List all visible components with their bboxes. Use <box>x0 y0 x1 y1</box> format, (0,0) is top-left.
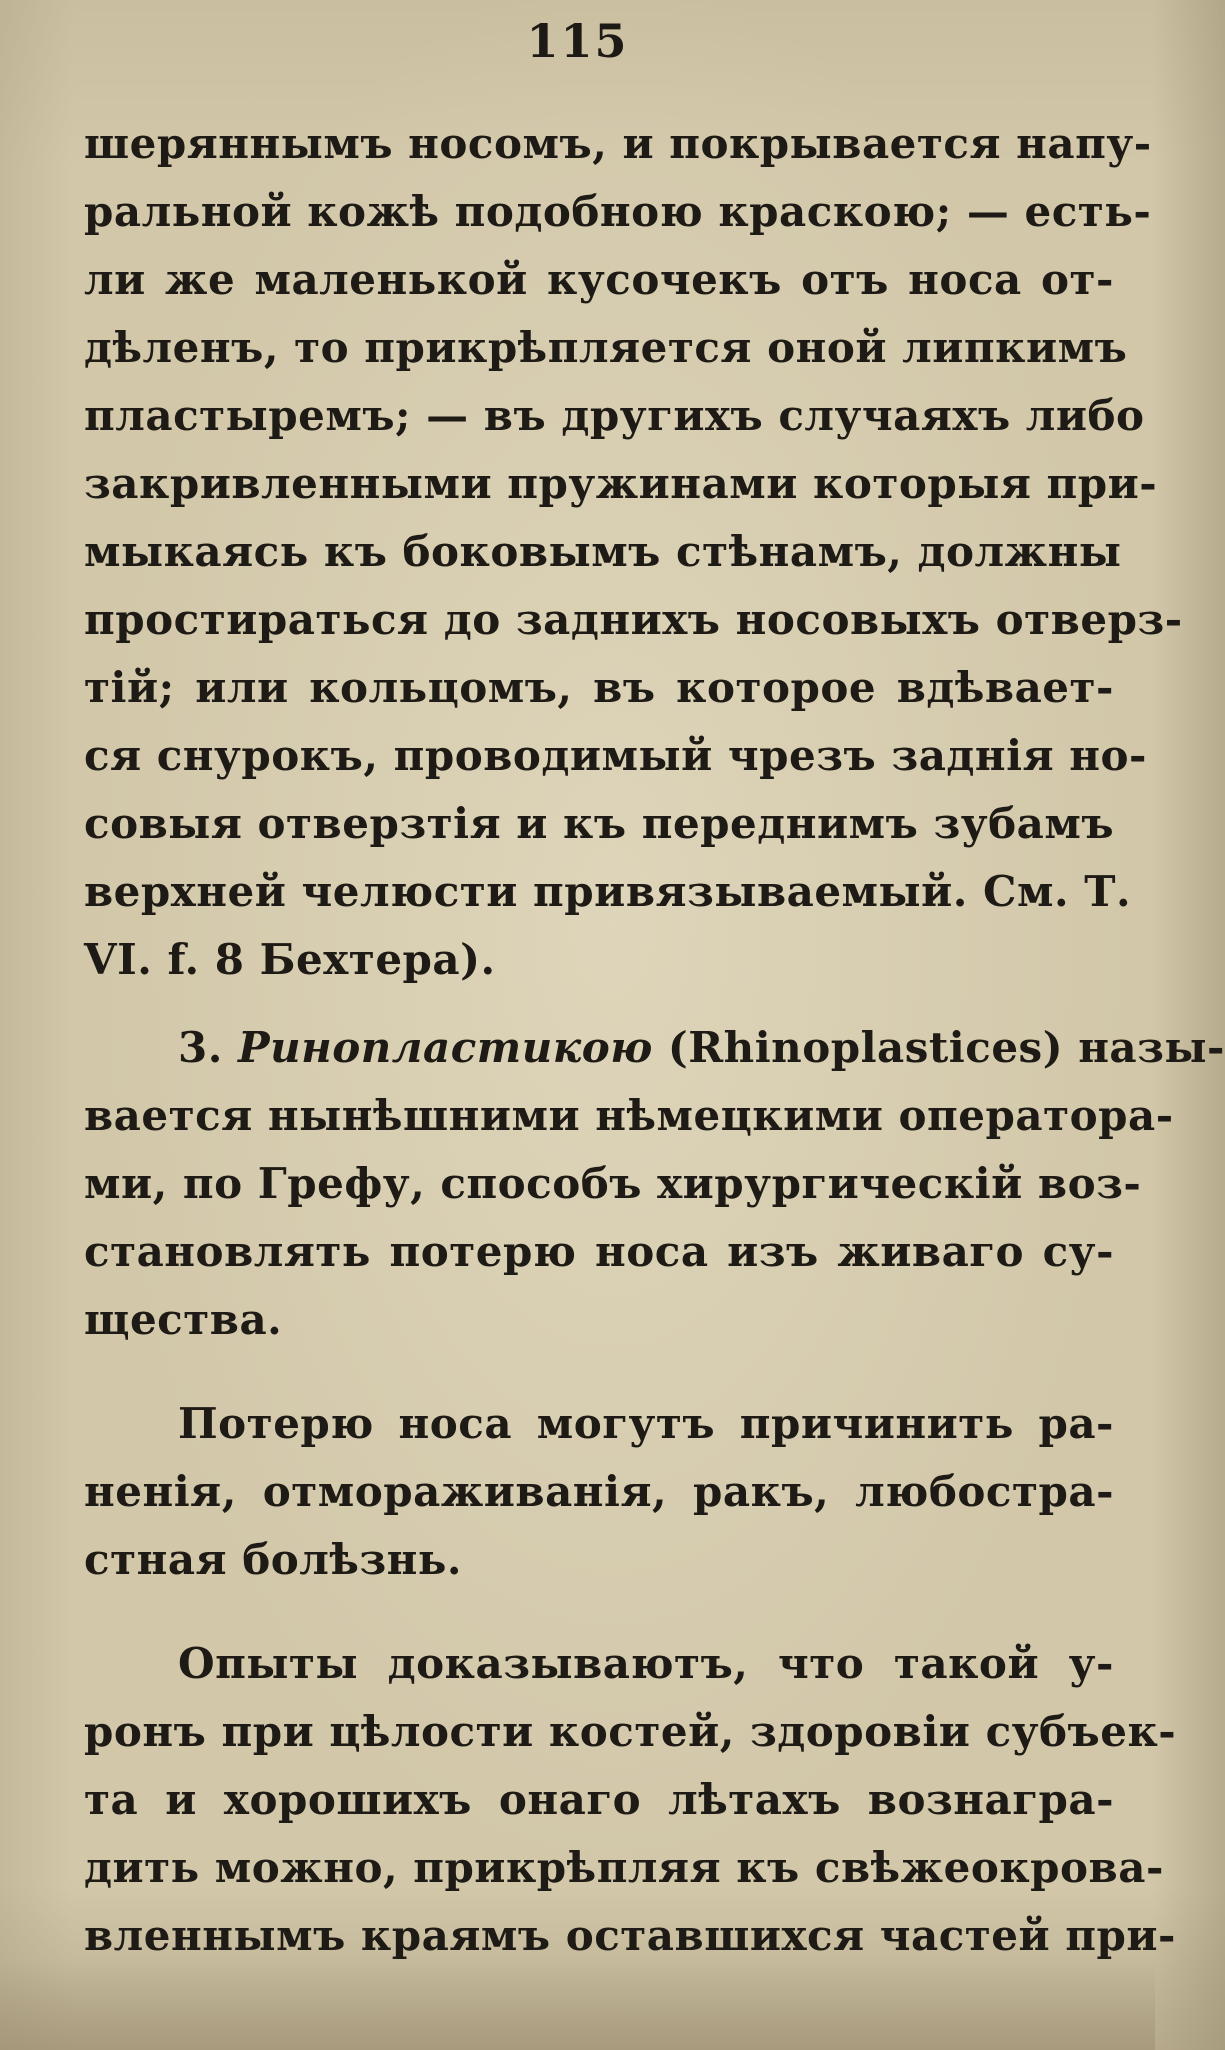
text-line: Опыты доказываютъ, что такой у- <box>178 1639 1114 1688</box>
text-line: щества. <box>84 1295 283 1344</box>
text-line <box>84 1014 1225 1082</box>
page-edge-shadow <box>0 1960 1155 2050</box>
text-line: ральной кожѣ подобною краскою; — есть- <box>84 187 1152 236</box>
text-line: тій; или кольцомъ, въ которое вдѣвает- <box>84 663 1114 712</box>
text-line: ронъ при цѣлости костей, здоровіи субъек- <box>84 1707 1177 1756</box>
text-line: мыкаясь къ боковымъ стѣнамъ, должны <box>84 527 1122 576</box>
text-line: закривленными пружинами которыя при- <box>84 459 1158 508</box>
text-line: ся снурокъ, проводимый чрезъ заднія но- <box>84 731 1147 780</box>
text-line: вленнымъ краямъ оставшихся частей при- <box>84 1911 1176 1960</box>
page-body <box>84 110 1225 1970</box>
paragraph-causes <box>84 1390 1114 1594</box>
text-line: Потерю носа могутъ причинить ра- <box>178 1399 1114 1448</box>
text-line: дѣленъ, то прикрѣпляется оной липкимъ <box>84 323 1128 372</box>
text-line: ми, по Грефу, способъ хирургическій воз- <box>84 1159 1142 1208</box>
text-line: пластыремъ; — въ другихъ случаяхъ либо <box>84 391 1145 440</box>
paragraph-experience <box>84 1630 1177 1970</box>
text-line: простираться до заднихъ носовыхъ отверз- <box>84 595 1183 644</box>
text-line: ли же маленькой кусочекъ отъ носа от- <box>84 255 1114 304</box>
text-line: шеряннымъ носомъ, и покрывается напу- <box>84 119 1152 168</box>
paragraph-rhinoplastics <box>84 1014 1225 1354</box>
text-line: VI. f. 8 Бехтера). <box>84 935 496 984</box>
section-number: 3. <box>178 1023 223 1072</box>
term-italic: Ринопластикою <box>237 1023 653 1072</box>
text-line: та и хорошихъ онаго лѣтахъ вознагра- <box>84 1775 1114 1824</box>
text-fragment: (Rhinoplastices) назы- <box>667 1023 1225 1072</box>
paragraph-continuation <box>84 110 1183 994</box>
page-number: 115 <box>526 14 629 68</box>
text-line: становлять потерю носа изъ живаго су- <box>84 1227 1114 1276</box>
text-line: верхней челюсти привязываемый. См. Т. <box>84 867 1132 916</box>
text-line: стная болѣзнь. <box>84 1535 463 1584</box>
text-line: совыя отверзтія и къ переднимъ зубамъ <box>84 799 1115 848</box>
text-line: дить можно, прикрѣпляя къ свѣжеокрова- <box>84 1843 1164 1892</box>
text-line: ненія, отмораживанія, ракъ, любостра- <box>84 1467 1114 1516</box>
text-line: вается нынѣшними нѣмецкими операторa- <box>84 1091 1174 1140</box>
